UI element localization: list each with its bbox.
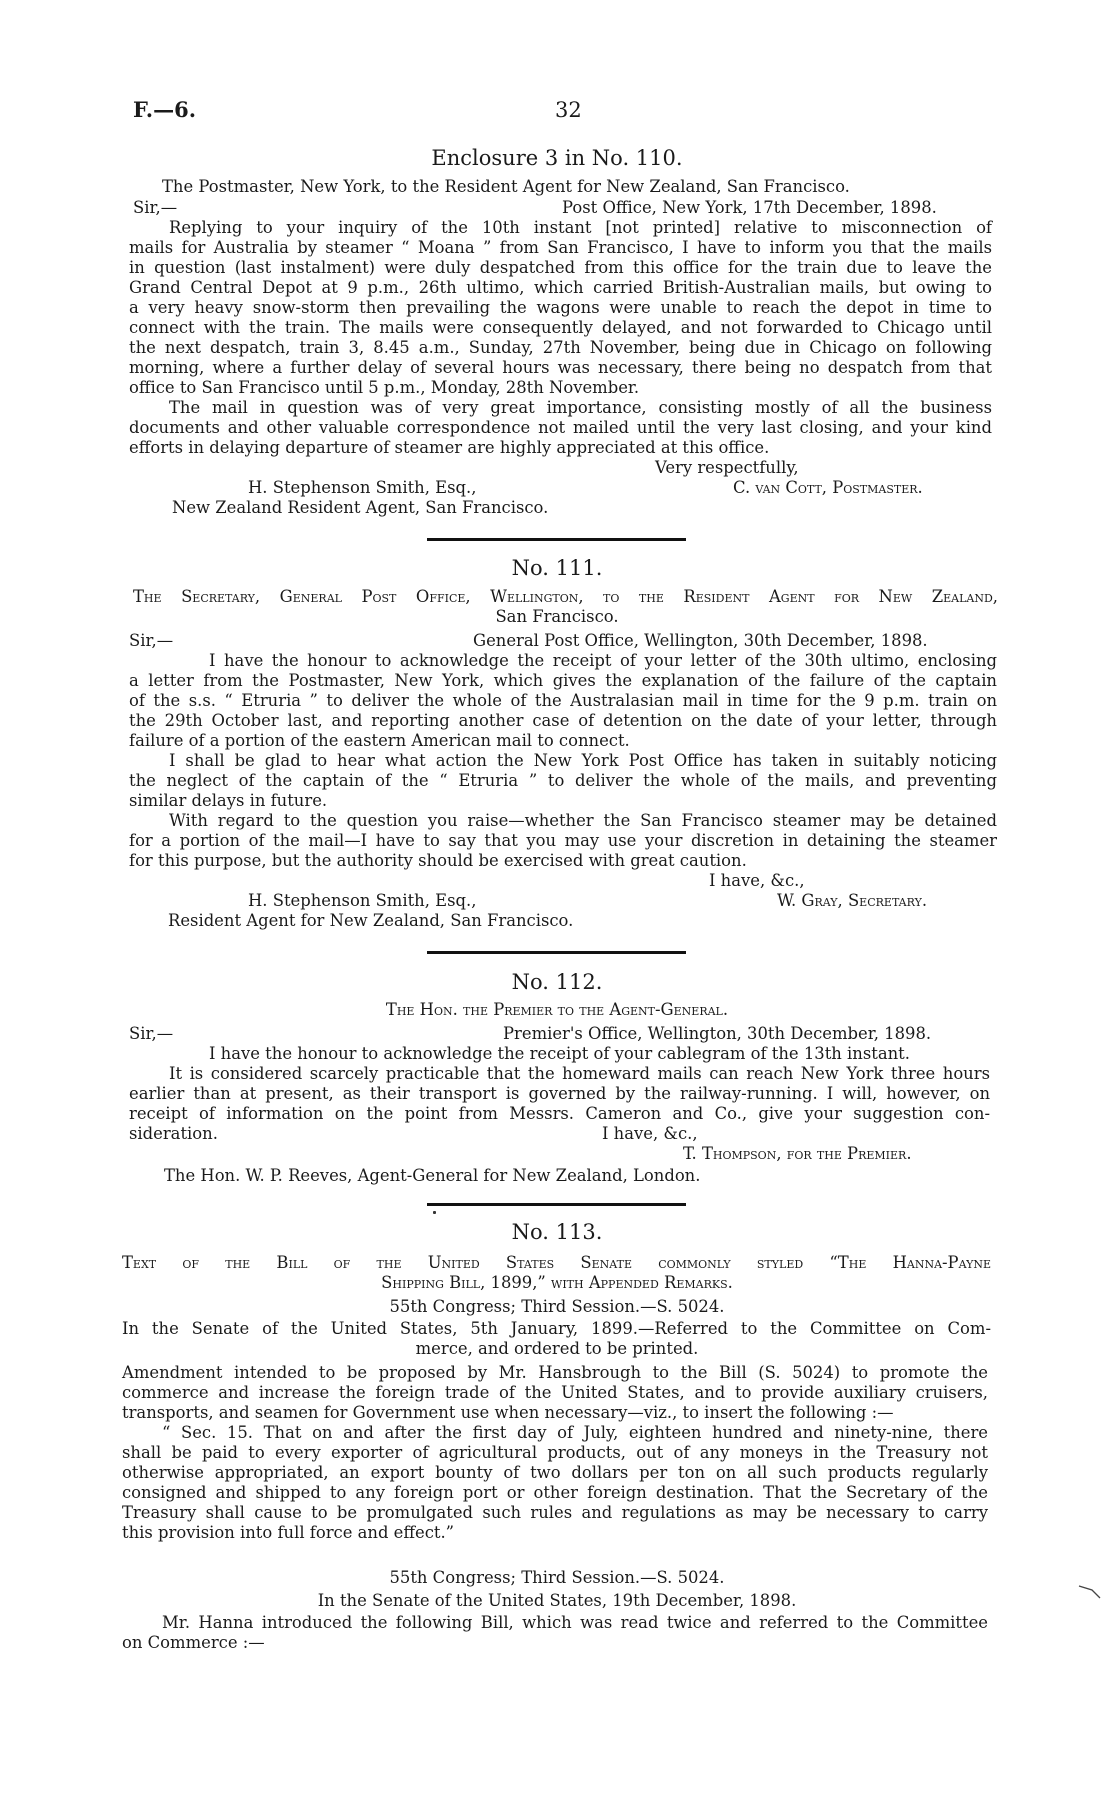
enclosure-body-line: Replying to your inquiry of the 10th instant [not printed] relative to misconnection of (169, 218, 992, 237)
no113-intro-line: Mr. Hanna introduced the following Bill, which was read twice and referred to the Committee (162, 1613, 988, 1632)
no112-signature: T. Thompson, for the Premier. (683, 1144, 912, 1163)
no111-body-line: a letter from the Postmaster, New York, which gives the explanation of the failure of the captain (129, 671, 997, 690)
no111-body-line: similar delays in future. (129, 791, 328, 810)
no111-title: No. 111. (511, 556, 603, 580)
enclosure-body-line: efforts in delaying departure of steamer are highly appreciated at this office. (129, 438, 770, 457)
enclosure-body-line: connect with the train. The mails were consequently delayed, and not forwarded to Chicago until (129, 318, 992, 337)
enclosure-body-line: Grand Central Depot at 9 p.m., 26th ultimo, which carried British-Australian mails, but owing to (129, 278, 992, 297)
no111-signature: W. Gray, Secretary. (777, 891, 928, 910)
enclosure-body-line: morning, where a further delay of several hours was necessary, there being no despatch from that (129, 358, 992, 377)
no113-session-heading: 55th Congress; Third Session.—S. 5024. (389, 1297, 725, 1316)
document-reference: F.—6. (133, 97, 197, 122)
enclosure-title: Enclosure 3 in No. 110. (431, 146, 683, 170)
enclosure-body-line: a very heavy snow-storm then prevailing the wagons were unable to reach the depot in time to (129, 298, 992, 317)
no111-from-to-continued: San Francisco. (495, 607, 619, 626)
enclosure-signature: C. van Cott, Postmaster. (733, 478, 923, 497)
no113-senate-note: In the Senate of the United States, 5th January, 1899.—Referred to the Committee on Com- (122, 1319, 991, 1338)
no113-title: No. 113. (511, 1220, 603, 1244)
no113-section-line: shall be paid to every exporter of agricultural products, out of any moneys in the Treasury not (122, 1443, 988, 1462)
no111-closing: I have, &c., (709, 871, 805, 890)
print-speck (433, 1211, 436, 1214)
no111-body-line: for a portion of the mail—I have to say that you may use your discretion in detaining the steamer (129, 831, 997, 850)
no113-senate-note-2: In the Senate of the United States, 19th December, 1898. (317, 1591, 797, 1610)
enclosure-body-line: office to San Francisco until 5 p.m., Monday, 28th November. (129, 378, 640, 397)
no111-body-line: the 29th October last, and reporting another case of detention on the date of your letter, through (129, 711, 997, 730)
no113-subtitle-continued: Shipping Bill, 1899,” with Appended Remarks. (381, 1273, 733, 1292)
no112-closing: I have, &c., (602, 1124, 698, 1143)
no112-from-to: The Hon. the Premier to the Agent-General. (385, 1000, 729, 1019)
no113-subtitle: Text of the Bill of the United States Senate commonly styled “The Hanna-Payne (122, 1253, 991, 1272)
enclosure-addressee-name: H. Stephenson Smith, Esq., (248, 478, 477, 497)
enclosure-body-line: The mail in question was of very great importance, consisting mostly of all the business (169, 398, 992, 417)
no113-amendment-line: commerce and increase the foreign trade of the United States, and to provide auxiliary cruisers, (122, 1383, 988, 1402)
enclosure-addressee-title: New Zealand Resident Agent, San Francisco. (172, 498, 549, 517)
enclosure-body-line: in question (last instalment) were duly despatched from this office for the train due to leave the (129, 258, 992, 277)
no111-body-line: With regard to the question you raise—whether the San Francisco steamer may be detained (169, 811, 997, 830)
enclosure-salutation: Sir,— (133, 198, 178, 217)
page-number: 32 (555, 98, 582, 122)
enclosure-from-to: The Postmaster, New York, to the Resident Agent for New Zealand, San Francisco. (162, 177, 850, 196)
no113-session-heading-2: 55th Congress; Third Session.—S. 5024. (389, 1568, 725, 1587)
no113-section-line: consigned and shipped to any foreign port or other foreign destination. That the Secretary of the (122, 1483, 988, 1502)
no112-body-line: It is considered scarcely practicable that the homeward mails can reach New York three hours (169, 1064, 990, 1083)
no111-body-line: failure of a portion of the eastern American mail to connect. (129, 731, 630, 750)
section-divider (427, 951, 686, 954)
no112-addressee: The Hon. W. P. Reeves, Agent-General for New Zealand, London. (164, 1166, 701, 1185)
no111-body-line: of the s.s. “ Etruria ” to deliver the whole of the Australasian mail in time for the 9 p.m. train on (129, 691, 997, 710)
section-divider (427, 538, 686, 541)
no111-dateline: General Post Office, Wellington, 30th December, 1898. (473, 631, 928, 650)
no111-body-line: I have the honour to acknowledge the receipt of your letter of the 30th ultimo, enclosing (209, 651, 997, 670)
no113-section-line: Treasury shall cause to be promulgated such rules and regulations as may be necessary to carry (122, 1503, 988, 1522)
section-divider (427, 1203, 686, 1206)
enclosure-closing: Very respectfully, (655, 458, 799, 477)
no112-body-line: receipt of information on the point from Messrs. Cameron and Co., give your suggestion con- (129, 1104, 990, 1123)
enclosure-body-line: documents and other valuable correspondence not mailed until the very last closing, and your kind (129, 418, 992, 437)
no112-dateline: Premier's Office, Wellington, 30th December, 1898. (503, 1024, 932, 1043)
enclosure-dateline: Post Office, New York, 17th December, 1898. (562, 198, 937, 217)
no111-body-line: the neglect of the captain of the “ Etruria ” to deliver the whole of the mails, and preventing (129, 771, 997, 790)
no112-body-line: earlier than at present, as their transport is governed by the railway-running. I will, however, on (129, 1084, 990, 1103)
no112-salutation: Sir,— (129, 1024, 174, 1043)
no113-amendment-line: transports, and seamen for Government use when necessary—viz., to insert the following :— (122, 1403, 894, 1422)
enclosure-body-line: mails for Australia by steamer “ Moana ” from San Francisco, I have to inform you that the mails (129, 238, 992, 257)
enclosure-body-line: the next despatch, train 3, 8.45 a.m., Sunday, 27th November, being due in Chicago on following (129, 338, 992, 357)
no113-intro-line: on Commerce :— (122, 1633, 265, 1652)
no111-addressee-name: H. Stephenson Smith, Esq., (248, 891, 477, 910)
no113-section-line: this provision into full force and effect.” (122, 1523, 455, 1542)
margin-mark (1078, 1583, 1102, 1601)
no112-body-line: sideration. (129, 1124, 218, 1143)
no111-addressee-title: Resident Agent for New Zealand, San Francisco. (168, 911, 574, 930)
no113-senate-note-continued: merce, and ordered to be printed. (415, 1339, 699, 1358)
no112-body-line: I have the honour to acknowledge the receipt of your cablegram of the 13th instant. (209, 1044, 910, 1063)
no111-salutation: Sir,— (129, 631, 174, 650)
no111-from-to: The Secretary, General Post Office, Wellington, to the Resident Agent for New Zealand, (133, 587, 998, 606)
no113-amendment-line: Amendment intended to be proposed by Mr. Hansbrough to the Bill (S. 5024) to promote the (122, 1363, 988, 1382)
no111-body-line: for this purpose, but the authority should be exercised with great caution. (129, 851, 747, 870)
no111-body-line: I shall be glad to hear what action the New York Post Office has taken in suitably noticing (169, 751, 997, 770)
no113-section-line: “ Sec. 15. That on and after the first day of July, eighteen hundred and ninety-nine, there (162, 1423, 988, 1442)
no112-title: No. 112. (511, 970, 603, 994)
no113-section-line: otherwise appropriated, an export bounty of two dollars per ton on all such products regularly (122, 1463, 988, 1482)
